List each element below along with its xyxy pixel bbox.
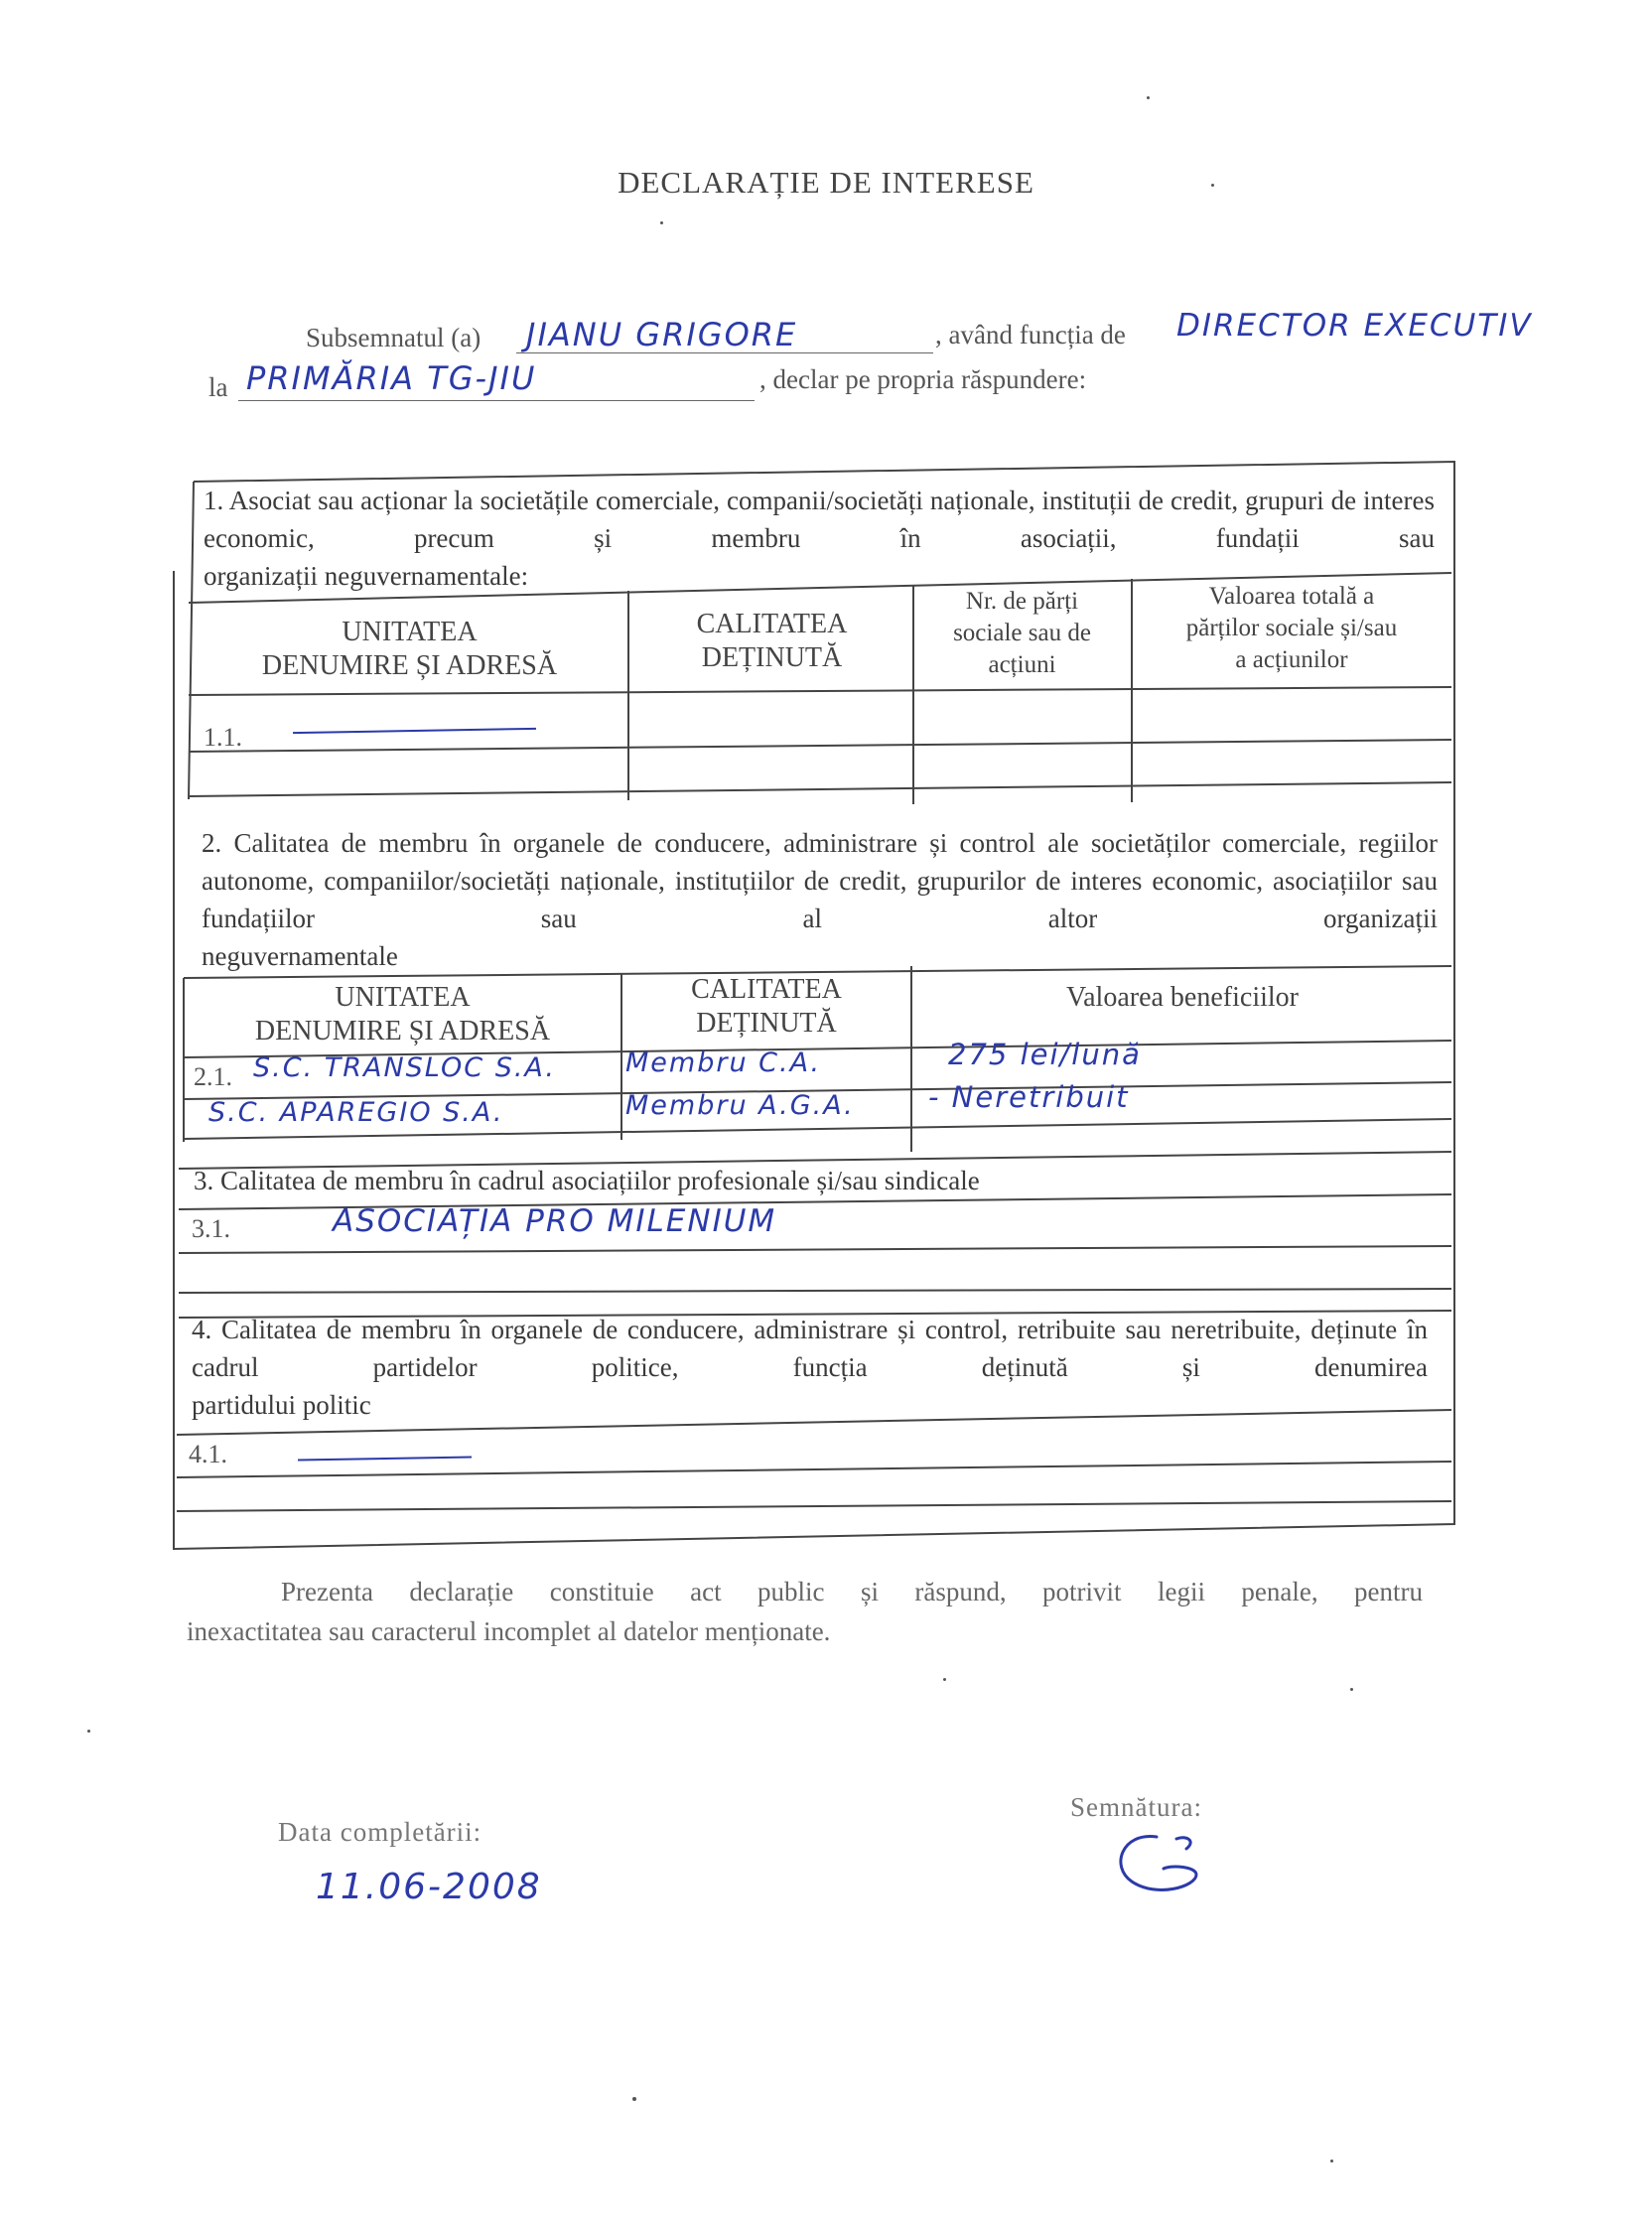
s2-header-unit: UNITATEA DENUMIRE ȘI ADRESĂ	[254, 982, 551, 1047]
document-title: DECLARAȚIE DE INTERESE	[618, 165, 1034, 200]
s1-header-parts: Nr. de părți sociale sau de acțiuni	[953, 588, 1091, 678]
section2-text-last: neguvernamentale	[202, 941, 398, 971]
section1-text-last: organizații neguvernamentale:	[204, 561, 529, 591]
s2-row2-value: - Neretribuit	[928, 1080, 1130, 1114]
signature-mark	[1102, 1827, 1221, 1906]
declar-label: , declar pe propria răspundere:	[759, 364, 1087, 394]
scan-speck	[1211, 184, 1214, 187]
s2-row1-value: 275 lei/lună	[948, 1038, 1142, 1071]
s3-row1-value: ASOCIAȚIA PRO MILENIUM	[333, 1203, 777, 1239]
scan-speck	[943, 1678, 946, 1681]
s2-row1-unit: S.C. TRANSLOC S.A.	[253, 1052, 556, 1083]
signature-label: Semnătura:	[1070, 1792, 1202, 1822]
section2-text: 2. Calitatea de membru în organele de conducere, administrare și control ale societăților comerciale, regiilor autonome, companiilor/societăți naționale, instituțiilor de credit, grupurilor de interes economic, asociațiilor sau fundațiilor sau al altor organizații	[202, 828, 1438, 933]
function-value: DIRECTOR EXECUTIV	[1176, 308, 1533, 344]
s1-header-unit: UNITATEA DENUMIRE ȘI ADRESĂ	[261, 617, 558, 681]
s2-header-value: Valoarea beneficiilor	[1066, 982, 1299, 1013]
section2-block	[202, 824, 1438, 975]
section4-text: 4. Calitatea de membru în organele de conducere, administrare și control, retribuite sau neretribuite, deținute în cadrul partidelor politice, funcția deținută și denumirea	[192, 1315, 1428, 1382]
scan-speck	[632, 2097, 636, 2101]
name-value: JIANU GRIGORE	[526, 316, 798, 353]
institution-value: PRIMĂRIA TG-JIU	[246, 359, 537, 397]
section4-text-last: partidului politic	[192, 1390, 371, 1420]
s2-row2-quality: Membru A.G.A.	[625, 1090, 855, 1121]
s2-header-quality: CALITATEA DEȚINUTĂ	[691, 974, 842, 1039]
s2-row2-unit: S.C. APAREGIO S.A.	[208, 1097, 504, 1128]
scan-speck	[87, 1730, 90, 1733]
s3-row1-label: 3.1.	[192, 1214, 230, 1243]
subsemnatul-label: Subsemnatul (a)	[306, 323, 482, 352]
scan-speck	[1330, 2160, 1333, 2163]
section1-block	[204, 482, 1435, 595]
footer-statement: Prezenta declarație constituie act public și răspund, potrivit legii penale, pentru	[281, 1577, 1423, 1606]
date-label: Data completării:	[278, 1817, 482, 1847]
scan-speck	[1147, 96, 1150, 99]
section3-text: 3. Calitatea de membru în cadrul asociațiilor profesionale și/sau sindicale	[194, 1166, 980, 1195]
footer-statement-block	[187, 1572, 1423, 1651]
s1-row1-label: 1.1.	[204, 723, 242, 752]
scan-speck	[660, 221, 663, 224]
section1-text: 1. Asociat sau acționar la societățile comerciale, companii/societăți naționale, instituții de credit, grupuri de interes economic, precum și membru în asociații, fundații sau	[204, 486, 1435, 553]
s2-row1-label: 2.1.	[194, 1062, 232, 1091]
s4-row1-label: 4.1.	[189, 1440, 227, 1468]
s1-header-quality: CALITATEA DEȚINUTĂ	[696, 609, 848, 673]
s2-row1-quality: Membru C.A.	[625, 1047, 822, 1078]
section4-block	[192, 1311, 1428, 1424]
function-label: , având funcția de	[935, 320, 1126, 349]
scan-speck	[1350, 1688, 1353, 1691]
footer-statement-last: inexactitatea sau caracterul incomplet al datelor menționate.	[187, 1616, 831, 1646]
date-value: 11.06-2008	[316, 1867, 542, 1907]
at-label: la	[208, 372, 228, 402]
s1-header-value: Valoarea totală a părților sociale și/sau a acțiunilor	[1185, 583, 1398, 673]
